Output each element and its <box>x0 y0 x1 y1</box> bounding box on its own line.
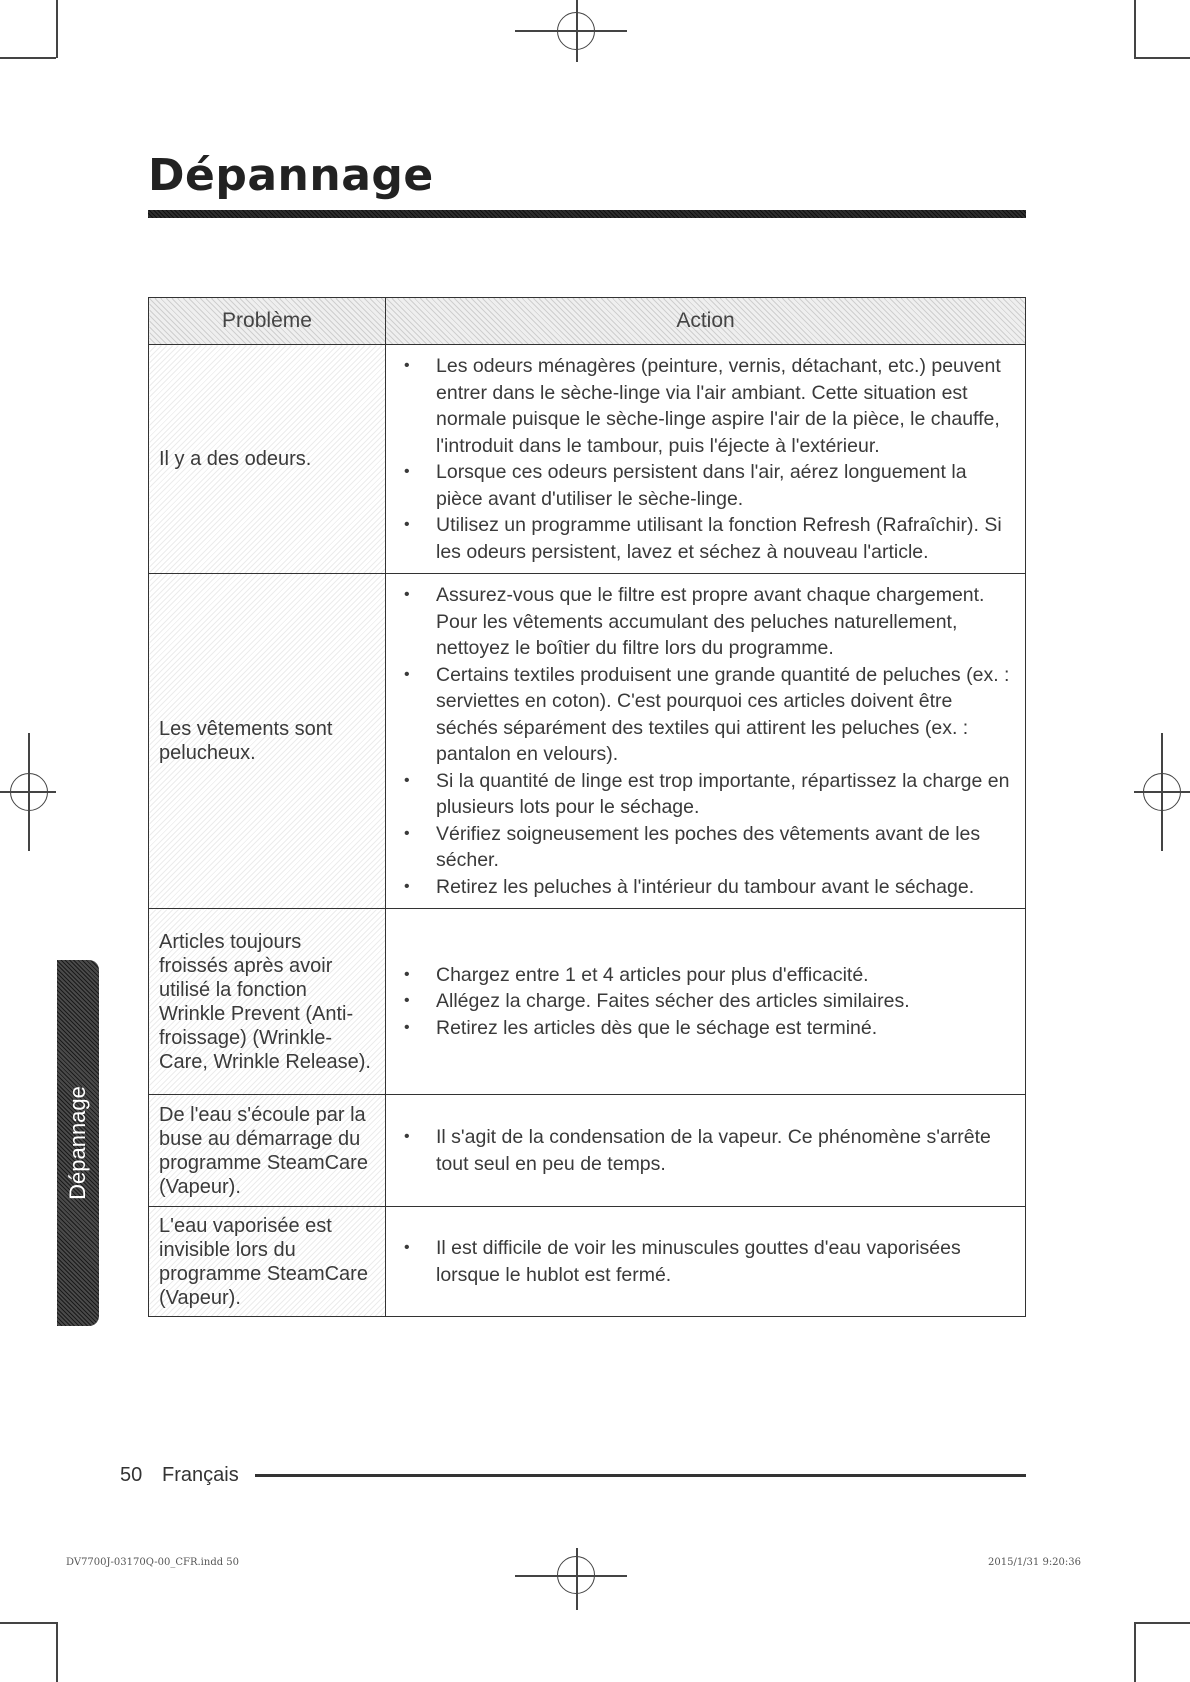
crop-mark <box>1134 1622 1136 1682</box>
action-cell <box>386 345 1026 574</box>
chapter-side-tab-label: Dépannage <box>65 1086 90 1200</box>
registration-mark <box>557 1556 595 1594</box>
action-cell <box>386 1095 1026 1207</box>
problem-cell: De l'eau s'écoule par la buse au démarrage du programme SteamCare (Vapeur). <box>149 1095 386 1207</box>
crop-mark <box>1134 57 1190 59</box>
action-cell <box>386 574 1026 909</box>
crop-mark <box>1134 0 1136 58</box>
page-title: Dépannage <box>148 150 434 201</box>
header-problem: Problème <box>149 298 386 345</box>
action-item: • Si la quantité de linge est trop importante, répartissez la charge en plusieurs lots pour le séchage. <box>400 768 1011 821</box>
slug-timestamp: 2015/1/31 9:20:36 <box>988 1557 1082 1568</box>
table-row <box>149 345 1026 574</box>
problem-cell: Articles toujours froissés après avoir utilisé la fonction Wrinkle Prevent (Anti-froissage) (Wrinkle-Care, Wrinkle Release). <box>149 909 386 1095</box>
problem-cell: Les vêtements sont pelucheux. <box>149 574 386 909</box>
title-rule <box>148 210 1026 218</box>
action-item: • Lorsque ces odeurs persistent dans l'air, aérez longuement la pièce avant d'utiliser le sèche-linge. <box>400 459 1011 512</box>
crop-mark <box>0 57 56 59</box>
crop-mark <box>56 1622 58 1682</box>
crop-mark <box>0 1622 56 1624</box>
table-row <box>149 1095 1026 1207</box>
action-item: • Allégez la charge. Faites sécher des articles similaires. <box>400 988 1011 1015</box>
chapter-side-tab <box>57 960 99 1326</box>
problem-cell: L'eau vaporisée est invisible lors du programme SteamCare (Vapeur). <box>149 1207 386 1317</box>
crop-mark <box>56 0 58 58</box>
action-item: • Utilisez un programme utilisant la fonction Refresh (Rafraîchir). Si les odeurs persistent, lavez et séchez à nouveau l'article. <box>400 512 1011 565</box>
table-row <box>149 909 1026 1095</box>
slug-filename: DV7700J-03170Q-00_CFR.indd 50 <box>66 1557 240 1568</box>
action-item: • Retirez les peluches à l'intérieur du tambour avant le séchage. <box>400 874 1011 901</box>
registration-mark <box>557 12 595 50</box>
header-action: Action <box>386 298 1026 345</box>
page-number: 50 <box>120 1464 143 1486</box>
action-item: • Assurez-vous que le filtre est propre avant chaque chargement. Pour les vêtements accumulant des peluches naturellement, nettoyez le boîtier du filtre lors du programme. <box>400 582 1011 662</box>
action-item: • Chargez entre 1 et 4 articles pour plus d'efficacité. <box>400 962 1011 989</box>
registration-mark <box>10 773 48 811</box>
table-row <box>149 1207 1026 1317</box>
table-header-row <box>149 298 1026 345</box>
footer-rule <box>255 1474 1026 1477</box>
action-item: • Les odeurs ménagères (peinture, vernis, détachant, etc.) peuvent entrer dans le sèche-linge via l'air ambiant. Cette situation est normale puisque le sèche-linge aspire l'air de la pièce, le chauffe, l'introduit dans le tambour, puis l'éjecte à l'extérieur. <box>400 353 1011 459</box>
footer-language: Français <box>162 1464 239 1486</box>
crop-mark <box>1134 1622 1190 1624</box>
action-item: • Retirez les articles dès que le séchage est terminé. <box>400 1015 1011 1042</box>
action-item: • Certains textiles produisent une grande quantité de peluches (ex. : serviettes en coton). C'est pourquoi ces articles doivent être séchés séparément des textiles qui attirent les peluches (ex. : pantalon en velours). <box>400 662 1011 768</box>
troubleshooting-table <box>148 297 1026 1317</box>
action-cell <box>386 909 1026 1095</box>
problem-cell: Il y a des odeurs. <box>149 345 386 574</box>
action-item: • Il s'agit de la condensation de la vapeur. Ce phénomène s'arrête tout seul en peu de temps. <box>400 1124 1011 1177</box>
table-row <box>149 574 1026 909</box>
action-item: • Vérifiez soigneusement les poches des vêtements avant de les sécher. <box>400 821 1011 874</box>
registration-mark <box>1143 773 1181 811</box>
action-item: • Il est difficile de voir les minuscules gouttes d'eau vaporisées lorsque le hublot est fermé. <box>400 1235 1011 1288</box>
action-cell <box>386 1207 1026 1317</box>
